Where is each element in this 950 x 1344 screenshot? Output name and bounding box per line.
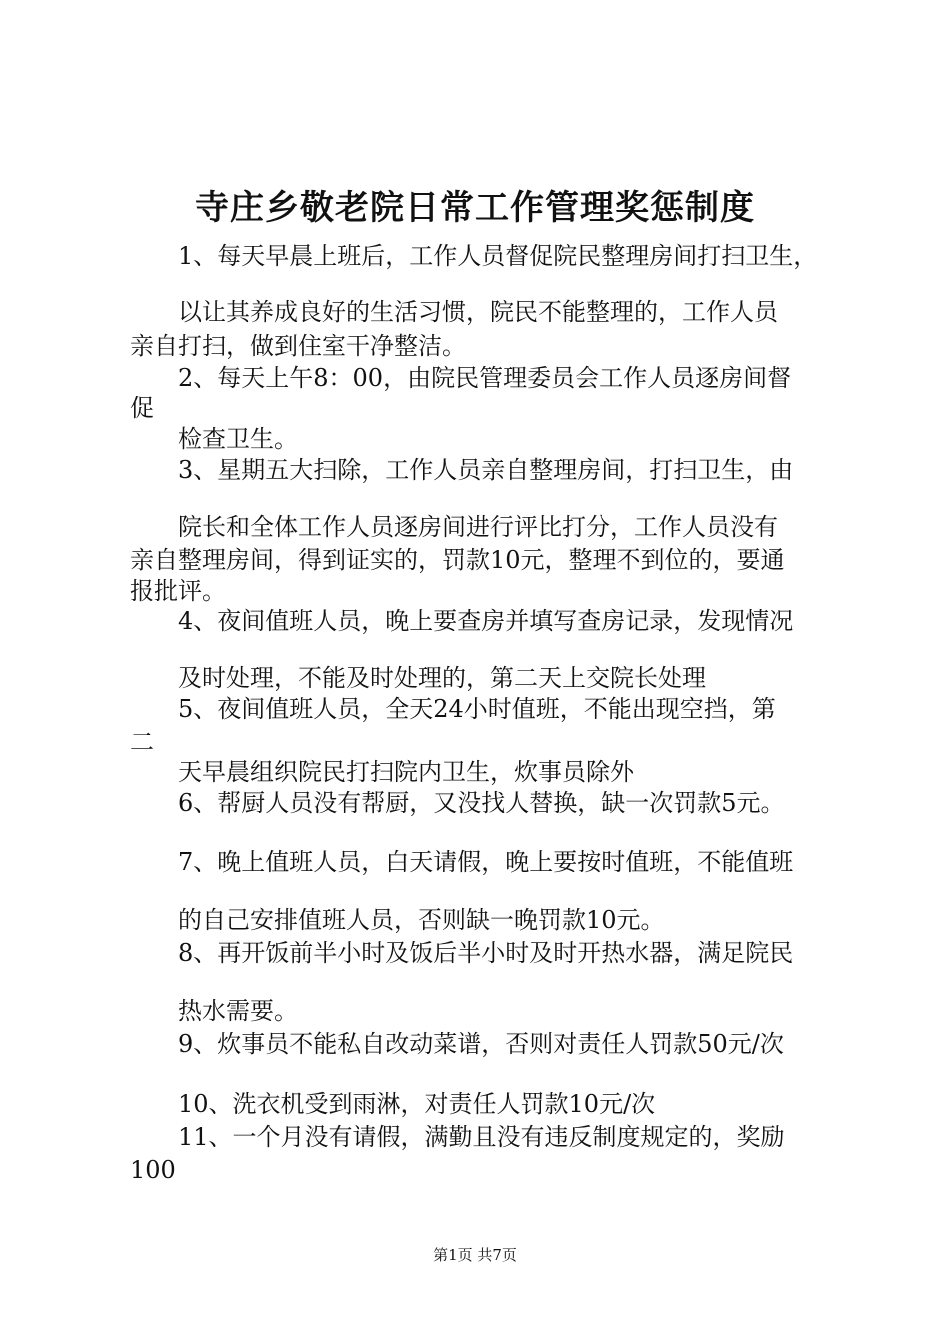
text-line: 10、洗衣机受到雨淋，对责任人罚款10元/次 — [178, 1090, 656, 1118]
text-line: 9、炊事员不能私自改动菜谱，否则对责任人罚款50元/次 — [178, 1030, 784, 1058]
text-line: 11、一个月没有请假，满勤且没有违反制度规定的，奖励 — [178, 1123, 785, 1151]
document-title: 寺庄乡敬老院日常工作管理奖惩制度 — [195, 188, 755, 228]
text-line: 的自己安排值班人员，否则缺一晚罚款10元。 — [178, 906, 665, 934]
text-line: 天早晨组织院民打扫院内卫生，炊事员除外 — [178, 758, 634, 786]
text-line: 促 — [130, 394, 154, 422]
text-line: 5、夜间值班人员，全天24小时值班，不能出现空挡，第 — [178, 695, 776, 723]
page-number: 第1页 共7页 — [433, 1246, 517, 1264]
text-line: 以让其养成良好的生活习惯，院民不能整理的，工作人员 — [178, 298, 778, 326]
text-line: 热水需要。 — [178, 997, 298, 1025]
text-line: 报批评。 — [130, 577, 226, 605]
text-line: 7、晚上值班人员，白天请假，晚上要按时值班，不能值班 — [178, 848, 794, 876]
text-line: 4、夜间值班人员，晚上要查房并填写查房记录，发现情况 — [178, 607, 794, 635]
text-line: 二 — [130, 728, 154, 756]
text-line: 检查卫生。 — [178, 425, 298, 453]
text-line: 亲自打扫，做到住室干净整洁。 — [130, 332, 466, 360]
text-line: 6、帮厨人员没有帮厨，又没找人替换，缺一次罚款5元。 — [178, 789, 785, 817]
text-line: 8、再开饭前半小时及饭后半小时及时开热水器，满足院民 — [178, 939, 794, 967]
text-line: 1、每天早晨上班后，工作人员督促院民整理房间打扫卫生， — [178, 242, 818, 270]
text-line: 亲自整理房间，得到证实的，罚款10元，整理不到位的，要通 — [130, 546, 785, 574]
text-line: 100 — [130, 1156, 176, 1184]
text-line: 院长和全体工作人员逐房间进行评比打分，工作人员没有 — [178, 513, 778, 541]
text-line: 及时处理，不能及时处理的，第二天上交院长处理 — [178, 664, 706, 692]
text-line: 3、星期五大扫除，工作人员亲自整理房间，打扫卫生，由 — [178, 456, 794, 484]
text-line: 2、每天上午8：00，由院民管理委员会工作人员逐房间督 — [178, 364, 792, 392]
